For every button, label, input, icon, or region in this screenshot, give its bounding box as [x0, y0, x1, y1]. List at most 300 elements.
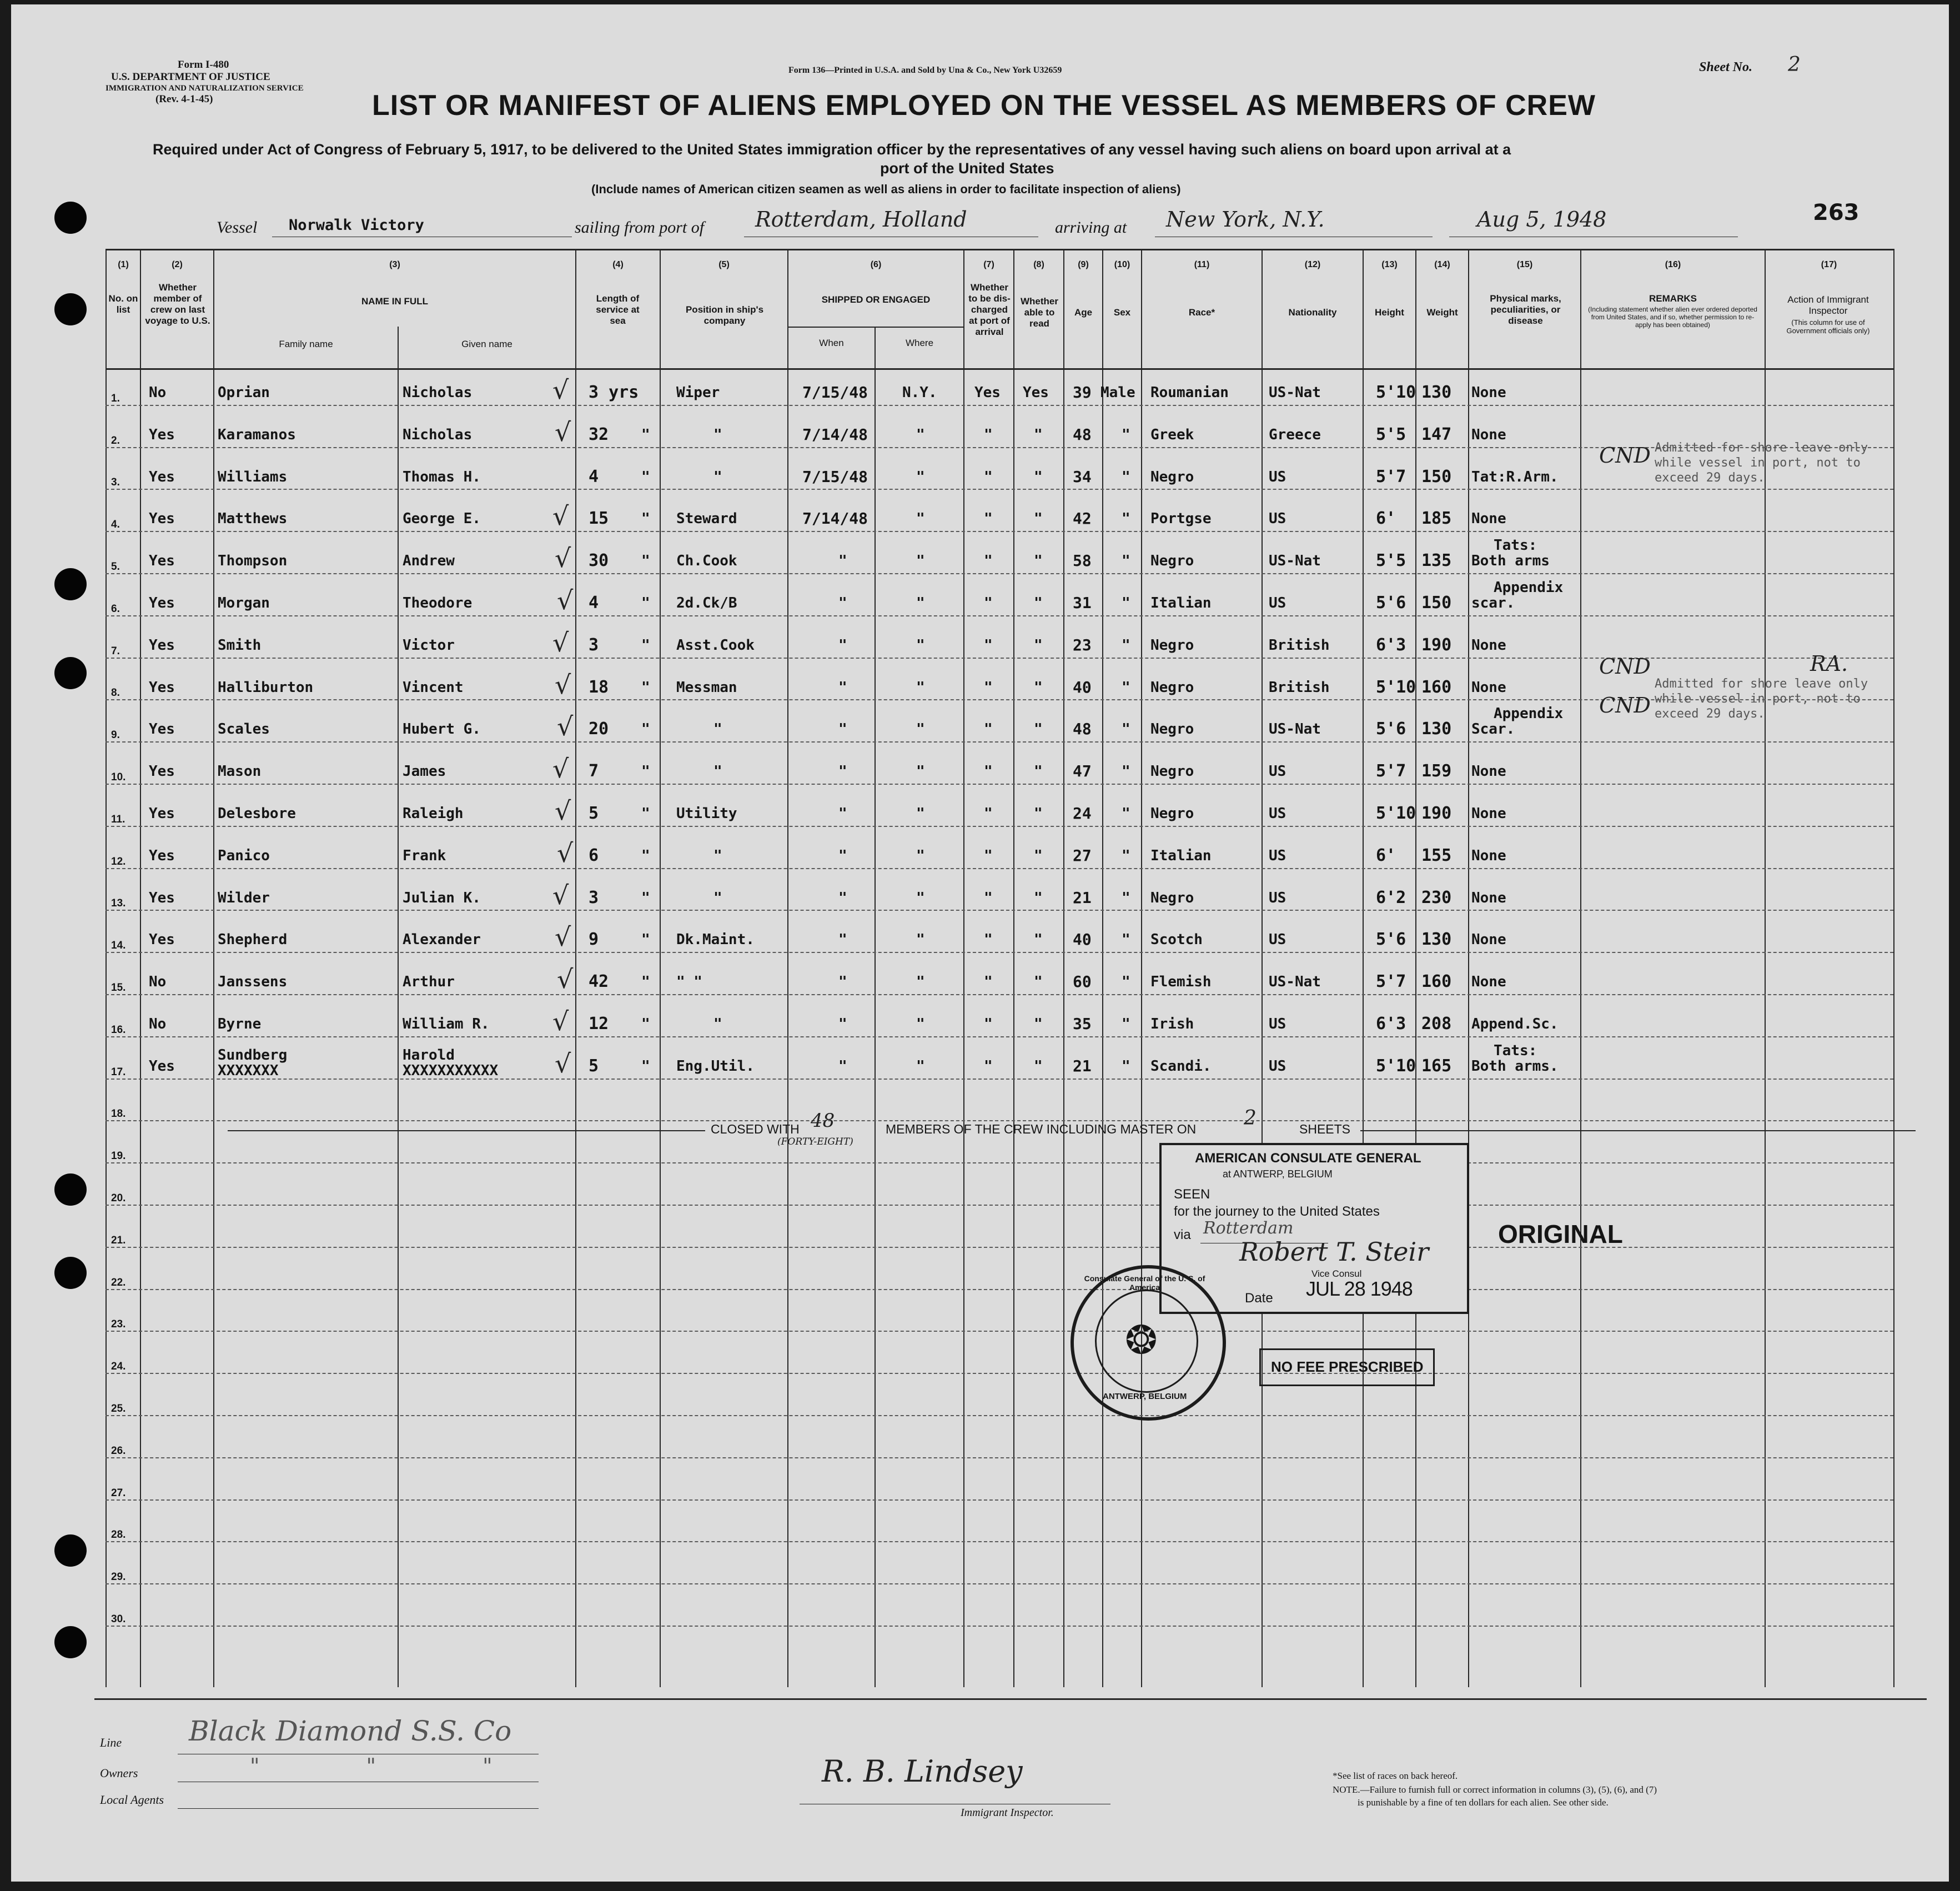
row-number: 19. [111, 1150, 126, 1162]
col6-number: (6) [870, 260, 882, 269]
shipped-when-cell: " [838, 847, 847, 864]
nationality-cell: US [1269, 889, 1286, 906]
race-cell: Greek [1150, 426, 1194, 443]
given-name-cell: Julian K. [403, 889, 481, 906]
stamp-title: Vice Consul [1311, 1268, 1362, 1279]
column-divider [213, 249, 214, 1687]
no-fee-text: NO FEE PRESCRIBED [1271, 1358, 1424, 1375]
stamp-journey: for the journey to the United States [1174, 1204, 1380, 1219]
family-name-cell: Delesbore [218, 805, 296, 822]
service-ditto-cell: " [641, 721, 650, 738]
weight-cell: 135 [1421, 551, 1452, 571]
inspector-action-row7: RA. [1810, 651, 1848, 676]
given-name-cell: Nicholas [403, 426, 473, 443]
discharged-cell: " [984, 636, 993, 654]
punch-hole [54, 1534, 87, 1567]
last-voyage-cell: Yes [149, 931, 175, 949]
col8-header: Whether able to read [1021, 296, 1058, 329]
form-subtitle-note: (Include names of American citizen seamen as well as aliens in order to facilitate inspection of aliens) [591, 182, 1181, 196]
physical-marks-cell: Tat:R.Arm. [1471, 468, 1559, 485]
discharged-cell: " [984, 595, 993, 611]
punch-hole [54, 1626, 87, 1658]
service-length-cell: 3 [589, 635, 599, 655]
given-name-cell: Nicholas [403, 384, 473, 401]
service-length-cell: 20 [589, 719, 609, 739]
punch-hole [54, 568, 87, 600]
physical-marks-cell: Both arms [1471, 553, 1550, 570]
weight-cell: 190 [1421, 804, 1452, 823]
sex-cell: Male [1100, 384, 1135, 401]
column-divider [787, 249, 788, 1687]
height-cell: 5'10 [1376, 383, 1416, 402]
inspector-signature: R. B. Lindsey [822, 1754, 1023, 1789]
family-name-cell: Wilder [218, 889, 270, 906]
able-to-read-cell: " [1034, 1057, 1043, 1075]
table-top-rule [105, 249, 1893, 250]
physical-marks-cell: None [1471, 974, 1506, 991]
service-ditto-cell: " [641, 847, 650, 864]
row-number: 12. [111, 855, 126, 867]
row-number: 1. [111, 392, 120, 404]
family-name-cell: Karamanos [218, 426, 296, 443]
shipped-where-cell: " [916, 595, 925, 611]
weight-cell: 130 [1421, 383, 1452, 402]
last-voyage-cell: No [149, 1016, 167, 1032]
discharged-cell: " [984, 1057, 993, 1075]
check-mark-icon: √ [555, 922, 571, 952]
col16-subheader: (Including statement whether alien ever ordered deported from United States, and if so, whether permission to re-apply has been obtained) [1588, 305, 1757, 329]
check-mark-icon: √ [555, 669, 571, 700]
able-to-read-cell: Yes [1023, 384, 1049, 401]
age-cell: 40 [1073, 930, 1092, 949]
able-to-read-cell: " [1034, 805, 1043, 822]
physical-marks-cell: None [1471, 931, 1506, 949]
able-to-read-cell: " [1034, 763, 1043, 780]
row-divider [105, 1247, 1893, 1248]
col17-subheader: (This column for use of Government officials only) [1786, 318, 1870, 335]
family-name-cell: Morgan [218, 595, 270, 611]
race-cell: Roumanian [1150, 384, 1229, 401]
weight-cell: 130 [1421, 719, 1452, 739]
weight-cell: 150 [1421, 467, 1452, 486]
service-length-cell: 18 [589, 677, 609, 697]
nationality-cell: US-Nat [1269, 974, 1321, 991]
able-to-read-cell: " [1034, 553, 1043, 570]
discharged-cell: " [984, 1016, 993, 1032]
seal-top-text: Consulate General of the U. S. of America [1084, 1274, 1205, 1292]
shipped-where-cell: " [916, 974, 925, 991]
position-cell: " [713, 468, 722, 485]
col9-header: Age [1074, 307, 1093, 318]
col4-number: (4) [612, 260, 624, 269]
struck-text-cell: XXXXXXX [218, 1062, 279, 1079]
shipped-when-cell: " [838, 679, 847, 696]
col2-header: Whether member of crew on last voyage to U.S. [145, 282, 210, 326]
check-mark-icon: √ [552, 501, 569, 531]
sex-cell: " [1122, 847, 1130, 864]
race-cell: Italian [1150, 595, 1212, 611]
shipped-where-cell: " [916, 1057, 925, 1075]
physical-marks-cell: None [1471, 636, 1506, 654]
given-name-cell: Thomas H. [403, 468, 481, 485]
stamp-via-value: Rotterdam [1203, 1218, 1294, 1238]
sex-cell: " [1122, 1016, 1130, 1032]
col2-number: (2) [172, 260, 183, 269]
form-subtitle-2: port of the United States [880, 160, 1054, 177]
penalty-note-2: is punishable by a fine of ten dollars for each alien. See other side. [1358, 1797, 1609, 1808]
row-divider [105, 784, 1893, 785]
position-cell: " [713, 1016, 722, 1032]
vice-consul-signature: Robert T. Steir [1239, 1237, 1429, 1267]
weight-cell: 185 [1421, 509, 1452, 529]
shipped-when-cell: " [838, 721, 847, 738]
agents-label: Local Agents [100, 1793, 164, 1807]
struck-text-cell: XXXXXXXXXXX [403, 1062, 499, 1079]
nationality-cell: US [1269, 763, 1286, 780]
height-cell: 5'7 [1376, 761, 1406, 781]
col16-number: (16) [1665, 260, 1681, 269]
departure-port: Rotterdam, Holland [755, 207, 967, 232]
remark-code-row8: CND [1599, 693, 1651, 718]
sex-cell: " [1122, 468, 1130, 485]
service-ditto-cell: " [641, 974, 650, 991]
row-number: 7. [111, 645, 120, 657]
col14-header: Weight [1426, 307, 1458, 318]
row-divider [105, 910, 1893, 911]
last-voyage-cell: Yes [149, 510, 175, 528]
vessel-name: Norwalk Victory [289, 217, 424, 234]
table-header-rule [105, 368, 1893, 370]
family-name-cell: Scales [218, 721, 270, 738]
sex-cell: " [1122, 1057, 1130, 1075]
age-cell: 23 [1073, 635, 1092, 654]
able-to-read-cell: " [1034, 595, 1043, 611]
discharged-cell: " [984, 931, 993, 949]
discharged-cell: " [984, 426, 993, 443]
col4-header: Length of service at sea [596, 293, 640, 326]
age-cell: 35 [1073, 1015, 1092, 1033]
physical-marks-cell: None [1471, 889, 1506, 906]
weight-cell: 130 [1421, 930, 1452, 950]
able-to-read-cell: " [1034, 889, 1043, 906]
races-note: *See list of races on back hereof. [1333, 1770, 1458, 1781]
service-ditto-cell: " [641, 679, 650, 696]
col1-header: No. on list [108, 293, 138, 315]
check-mark-icon: √ [555, 543, 571, 574]
height-cell: 6'2 [1376, 887, 1406, 907]
family-name-cell: Mason [218, 763, 262, 780]
family-name-cell: Halliburton [218, 679, 314, 696]
shipped-when-cell: 7/14/48 [802, 425, 868, 444]
last-voyage-cell: Yes [149, 426, 175, 443]
shipped-when-cell: " [838, 889, 847, 906]
service-ditto-cell: " [641, 763, 650, 780]
row-divider [105, 1331, 1893, 1332]
column-divider [1063, 249, 1064, 1687]
age-cell: 31 [1073, 594, 1092, 612]
column-divider [1141, 249, 1142, 1687]
family-name-cell: Panico [218, 847, 270, 864]
column-divider [1468, 249, 1469, 1687]
last-voyage-cell: Yes [149, 721, 175, 738]
service-ditto-cell: " [641, 931, 650, 949]
column-divider [140, 249, 141, 1687]
check-mark-icon: √ [552, 880, 569, 910]
footer-top-rule [94, 1698, 1927, 1700]
age-cell: 21 [1073, 1056, 1092, 1075]
physical-marks-cell: None [1471, 805, 1506, 822]
col13-header: Height [1375, 307, 1404, 318]
position-cell: " [713, 763, 722, 780]
row-divider [105, 741, 1893, 743]
col11-header: Race* [1188, 307, 1215, 318]
nationality-cell: US [1269, 805, 1286, 822]
height-cell: 6' [1376, 509, 1396, 529]
shipped-where-cell: " [916, 636, 925, 654]
nationality-cell: US [1269, 468, 1286, 485]
shipped-when-cell: 7/14/48 [802, 509, 868, 528]
col7-header: Whether to be dis-charged at port of arrival [968, 282, 1011, 337]
position-cell: Utility [676, 805, 737, 822]
punch-hole [54, 293, 87, 325]
row-number: 23. [111, 1318, 126, 1331]
height-cell: 5'10 [1376, 1056, 1416, 1076]
height-cell: 5'6 [1376, 719, 1406, 739]
service-length-cell: 15 [589, 509, 609, 529]
sex-cell: " [1122, 805, 1130, 822]
weight-cell: 208 [1421, 1014, 1452, 1034]
given-name-cell: Theodore [403, 595, 473, 611]
weight-cell: 160 [1421, 972, 1452, 992]
position-cell: Ch.Cook [676, 553, 737, 570]
service-length-cell: 5 [589, 1056, 599, 1076]
able-to-read-cell: " [1034, 721, 1043, 738]
given-name-cell: William R. [403, 1016, 490, 1032]
height-cell: 5'5 [1376, 424, 1406, 444]
discharged-cell: " [984, 721, 993, 738]
family-name-cell: Smith [218, 636, 262, 654]
column-divider [1102, 249, 1103, 1687]
service-name: IMMIGRATION AND NATURALIZATION SERVICE [105, 84, 304, 93]
able-to-read-cell: " [1034, 426, 1043, 443]
able-to-read-cell: " [1034, 510, 1043, 528]
check-mark-icon: √ [552, 627, 569, 658]
column-divider [1415, 249, 1416, 1687]
service-length-cell: 32 [589, 424, 609, 444]
row-number: 4. [111, 519, 120, 531]
check-mark-icon: √ [552, 754, 569, 784]
age-cell: 21 [1073, 888, 1092, 907]
last-voyage-cell: Yes [149, 847, 175, 864]
row-number: 5. [111, 561, 120, 573]
position-cell: Wiper [676, 384, 720, 401]
weight-cell: 190 [1421, 635, 1452, 655]
owners-value: " " " [250, 1754, 542, 1778]
age-cell: 60 [1073, 972, 1092, 991]
form-title: LIST OR MANIFEST OF ALIENS EMPLOYED ON THE VESSEL AS MEMBERS OF CREW [372, 89, 1596, 122]
height-cell: 5'5 [1376, 551, 1406, 571]
race-cell: Flemish [1150, 974, 1212, 991]
column-divider [1363, 249, 1364, 1687]
row-number: 26. [111, 1444, 126, 1457]
row-divider [105, 1626, 1893, 1627]
row-divider [105, 1499, 1893, 1501]
able-to-read-cell: " [1034, 847, 1043, 864]
row-divider [105, 1162, 1893, 1163]
position-cell: " [713, 426, 722, 443]
row-number: 25. [111, 1403, 126, 1415]
age-cell: 47 [1073, 762, 1092, 781]
height-cell: 5'7 [1376, 972, 1406, 992]
height-cell: 6'3 [1376, 635, 1406, 655]
given-name-cell: Arthur [403, 974, 455, 991]
punch-hole [54, 1257, 87, 1289]
height-cell: 5'10 [1376, 677, 1416, 697]
shipped-where-cell: " [916, 763, 925, 780]
col9-number: (9) [1078, 260, 1089, 269]
punch-hole [54, 657, 87, 689]
shipped-when-cell: 7/15/48 [802, 383, 868, 402]
age-cell: 34 [1073, 467, 1092, 486]
crew-count-words: (FORTY-EIGHT) [777, 1136, 853, 1147]
physical-marks-cell: None [1471, 384, 1506, 401]
position-cell: Messman [676, 679, 737, 696]
row-number: 30. [111, 1613, 126, 1625]
check-mark-icon: √ [557, 964, 574, 995]
shipped-when-cell: " [838, 931, 847, 949]
check-mark-icon: √ [555, 1048, 571, 1079]
row-divider [105, 1373, 1893, 1374]
given-name-cell: Victor [403, 636, 455, 654]
race-cell: Negro [1150, 468, 1194, 485]
weight-cell: 160 [1421, 677, 1452, 697]
nationality-cell: US [1269, 1016, 1286, 1032]
race-cell: Portgse [1150, 510, 1212, 528]
check-mark-icon: √ [557, 711, 574, 742]
check-mark-icon: √ [552, 375, 569, 405]
consular-seal [1071, 1265, 1226, 1421]
shipped-when-cell: " [838, 636, 847, 654]
col17-header: Action of Immigrant Inspector [1787, 294, 1869, 316]
col15-header: Physical marks, peculiarities, or disease [1490, 293, 1561, 326]
position-cell: " [713, 889, 722, 906]
able-to-read-cell: " [1034, 468, 1043, 485]
last-voyage-cell: Yes [149, 595, 175, 611]
service-length-cell: 3 [589, 887, 599, 907]
check-mark-icon: √ [552, 1006, 569, 1036]
able-to-read-cell: " [1034, 679, 1043, 696]
vessel-label: Vessel [217, 218, 258, 237]
remark-text-row8: Admitted for shore leave only while vessel in port, not to exceed 29 days. [1655, 677, 1868, 721]
weight-cell: 155 [1421, 845, 1452, 865]
row-divider [105, 1583, 1893, 1584]
given-name-cell: Alexander [403, 931, 481, 949]
row-number: 17. [111, 1066, 126, 1078]
row-divider [105, 952, 1893, 953]
nationality-cell: US-Nat [1269, 553, 1321, 570]
closing-prefix: CLOSED WITH [711, 1122, 800, 1136]
service-ditto-cell: " [641, 426, 650, 443]
age-cell: 58 [1073, 551, 1092, 570]
col12-header: Nationality [1288, 307, 1337, 318]
weight-cell: 147 [1421, 424, 1452, 444]
stamp-seen: SEEN [1174, 1187, 1210, 1202]
height-cell: 5'7 [1376, 467, 1406, 486]
sex-cell: " [1122, 595, 1130, 611]
discharged-cell: " [984, 510, 993, 528]
page-number: 263 [1813, 200, 1860, 225]
row-divider [105, 1036, 1893, 1037]
given-name-cell: Andrew [403, 553, 455, 570]
shipped-where-cell: " [916, 931, 925, 949]
penalty-note-1: NOTE.—Failure to furnish full or correct information in columns (3), (5), (6), and (7) [1333, 1784, 1657, 1795]
age-cell: 48 [1073, 720, 1092, 739]
shipped-where-cell: " [916, 721, 925, 738]
punch-hole [54, 202, 87, 234]
line-value: Black Diamond S.S. Co [189, 1715, 512, 1747]
last-voyage-cell: Yes [149, 679, 175, 696]
col14-number: (14) [1434, 260, 1450, 269]
last-voyage-cell: Yes [149, 805, 175, 822]
given-name-cell: James [403, 763, 446, 780]
service-ditto-cell: " [641, 553, 650, 570]
given-name-cell: Frank [403, 847, 446, 864]
physical-marks-cell: Both arms. [1471, 1057, 1559, 1075]
nationality-cell: US-Nat [1269, 721, 1321, 738]
manifest-sheet [11, 4, 1949, 1882]
col7-number: (7) [983, 260, 994, 269]
crew-count: 48 [811, 1110, 835, 1132]
shipped-where-cell: " [916, 847, 925, 864]
remark-code-row2: CND [1599, 443, 1651, 468]
family-name-cell: Byrne [218, 1016, 262, 1032]
sex-cell: " [1122, 974, 1130, 991]
service-length-cell: 42 [589, 972, 609, 992]
col10-number: (10) [1114, 260, 1130, 269]
column-divider [1262, 249, 1263, 1687]
given-name-cell: Hubert G. [403, 721, 481, 738]
row-number: 20. [111, 1192, 126, 1204]
row-divider [105, 489, 1893, 490]
row-divider [105, 868, 1893, 869]
able-to-read-cell: " [1034, 1016, 1043, 1032]
check-mark-icon: √ [555, 796, 571, 826]
height-cell: 5'6 [1376, 593, 1406, 613]
shipped-where-cell: " [916, 889, 925, 906]
shipped-where-cell: N.Y. [902, 384, 937, 401]
row-number: 10. [111, 771, 126, 783]
row-number: 3. [111, 476, 120, 489]
height-cell: 5'10 [1376, 804, 1416, 823]
discharged-cell: " [984, 553, 993, 570]
sex-cell: " [1122, 721, 1130, 738]
shipped-when-cell: " [838, 1057, 847, 1075]
weight-cell: 150 [1421, 593, 1452, 613]
service-ditto-cell: " [641, 889, 650, 906]
service-ditto-cell: " [641, 510, 650, 528]
last-voyage-cell: Yes [149, 553, 175, 570]
last-voyage-cell: Yes [149, 1057, 175, 1075]
age-cell: 48 [1073, 425, 1092, 444]
physical-marks-cell: scar. [1471, 595, 1515, 611]
column-divider [1013, 249, 1014, 1687]
physical-marks-cell: Append.Sc. [1471, 1016, 1559, 1032]
sex-cell: " [1122, 510, 1130, 528]
physical-marks-cell: None [1471, 510, 1506, 528]
service-length-cell: 4 [589, 467, 599, 486]
col5-number: (5) [718, 260, 730, 269]
row-number: 13. [111, 897, 126, 910]
